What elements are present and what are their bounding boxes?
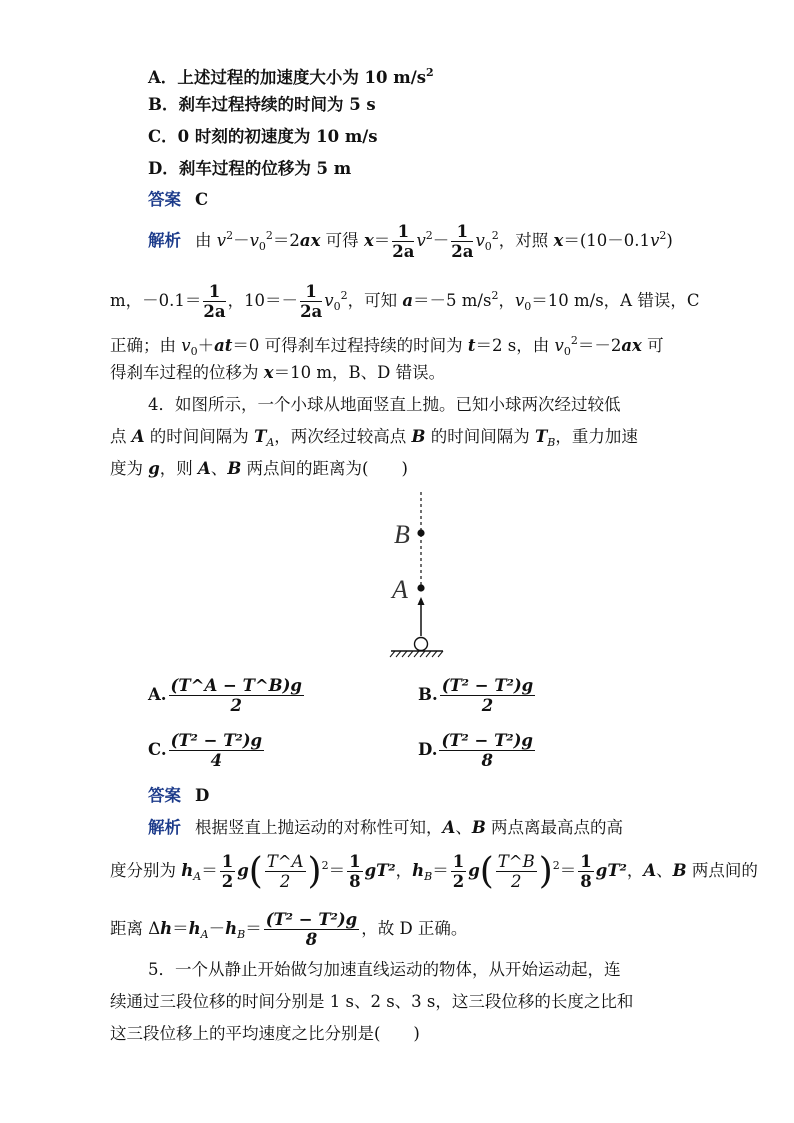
ground-hatch	[390, 651, 443, 657]
fraction: $\frac{\text{(T² − T²)g}}{4}$	[170, 731, 263, 770]
fraction: $\frac{1}{2}$	[452, 852, 465, 891]
q3-option-d: D．刹车过程的位移为 5 m	[148, 159, 352, 178]
fraction: $\frac{1}{2a}$	[203, 282, 226, 321]
fraction: $\frac{1}{2a}$	[392, 222, 415, 261]
fraction: $\frac{(T\^{}A - T\^{}B)g}{2}$	[170, 676, 302, 715]
arrow-head-icon	[418, 597, 425, 605]
point-b-label: B	[394, 520, 410, 549]
q4-answer: 答案 D	[148, 786, 210, 805]
fraction: $\frac{1}{8}$	[580, 852, 592, 891]
q5-stem-line1: 5．一个从静止开始做匀加速直线运动的物体，从开始运动起，连	[148, 960, 621, 979]
q4-analysis-line1: 解析 根据竖直上抛运动的对称性可知，A、B 两点离最高点的高	[148, 818, 624, 837]
q5-stem-line2: 续通过三段位移的时间分别是 1 s、2 s、3 s，这三段位移的长度之比和	[110, 992, 634, 1011]
q4-option-b: B. $\frac{\text{(T² − T²)g}}{2}$	[418, 676, 534, 715]
fraction: $\frac{1}{2a}$	[451, 222, 474, 261]
q3-option-a: A．上述过程的加速度大小为 10 $m/s^2$	[148, 66, 434, 87]
fraction: $\frac{1}{2}$	[221, 852, 234, 891]
fraction: $\frac{T\^{}B}{2}$	[497, 852, 535, 891]
q4-option-c: C. $\frac{\text{(T² − T²)g}}{4}$	[148, 731, 263, 770]
q5-stem-line3: 这三段位移上的平均速度之比分别是( )	[110, 1024, 420, 1043]
vertical-throw-figure	[375, 488, 455, 668]
q4-analysis-line3: 距离 $\Delta h=h_A-h_B=$ $\frac{\text{(T² − T²)g}}{8}$ ，故 D 正确。	[110, 910, 468, 949]
fraction: $\frac{1}{2a}$	[300, 282, 323, 321]
q3-answer: 答案 C	[148, 190, 209, 209]
q3-analysis-line2: m，－0.1＝ $\frac{1}{2a}$ ，10＝－ $\frac{1}{2a}$ $v_0^2$，可知 a＝－5 $m/s^2$，$v_0=10$ m/s，A 错误，C	[110, 282, 700, 321]
q4-option-a: A. $\frac{(T\^{}A - T\^{}B)g}{2}$	[148, 676, 302, 715]
ball-icon	[415, 638, 428, 651]
q4-stem-line1: 4．如图所示，一个小球从地面竖直上抛。已知小球两次经过较低	[148, 395, 621, 414]
point-a-label: A	[392, 575, 408, 604]
fraction: $\frac{\text{(T² − T²)g}}{2}$	[441, 676, 534, 715]
fraction: $\frac{1}{8}$	[349, 852, 361, 891]
fraction: $\frac{T\^{}A}{2}$	[266, 852, 304, 891]
q4-stem-line2: 点 A 的时间间隔为 $T_A$，两次经过较高点 B 的时间间隔为 $T_B$，重力加速	[110, 427, 638, 449]
point-a-dot	[417, 584, 424, 591]
fraction: $\frac{\text{(T² − T²)g}}{8}$	[441, 731, 533, 770]
q4-analysis-line2: 度分别为 $h_A=$ $\frac{1}{2}$ g( $\frac{T\^{}A}{2}$ )$^2$＝ $\frac{1}{8}$ gT²，$h_B=$ $\frac{1}{2}$ g( $\frac{T\^{}B}{2}$ )$^2$＝ $\frac{1}{8}$ gT²，A、B 两点间的	[110, 850, 758, 892]
fraction: $\frac{\text{(T² − T²)g}}{8}$	[265, 910, 358, 949]
q4-option-d: D. $\frac{\text{(T² − T²)g}}{8}$	[418, 731, 533, 770]
q3-analysis-line1: 解析 由 $v^2-v_0^2=2ax$ 可得 x＝ $\frac{1}{2a}$ $v^2-$ $\frac{1}{2a}$ $v_0^2$，对照 $x=(10-0.1v^2)$	[148, 222, 673, 261]
q3-analysis-line3: 正确；由 $v_0+at=0$ 可得刹车过程持续的时间为 t＝2 s，由 $v_0^2=-2ax$ 可	[110, 334, 664, 358]
q4-stem-line3: 度为 g，则 A、B 两点间的距离为( )	[110, 459, 408, 478]
q3-option-b: B．刹车过程持续的时间为 5 s	[148, 95, 376, 114]
q3-analysis-line4: 得刹车过程的位移为 x＝10 m，B、D 错误。	[110, 363, 446, 382]
point-b-dot	[417, 529, 424, 536]
q3-option-c: C．0 时刻的初速度为 10 m/s	[148, 127, 378, 146]
